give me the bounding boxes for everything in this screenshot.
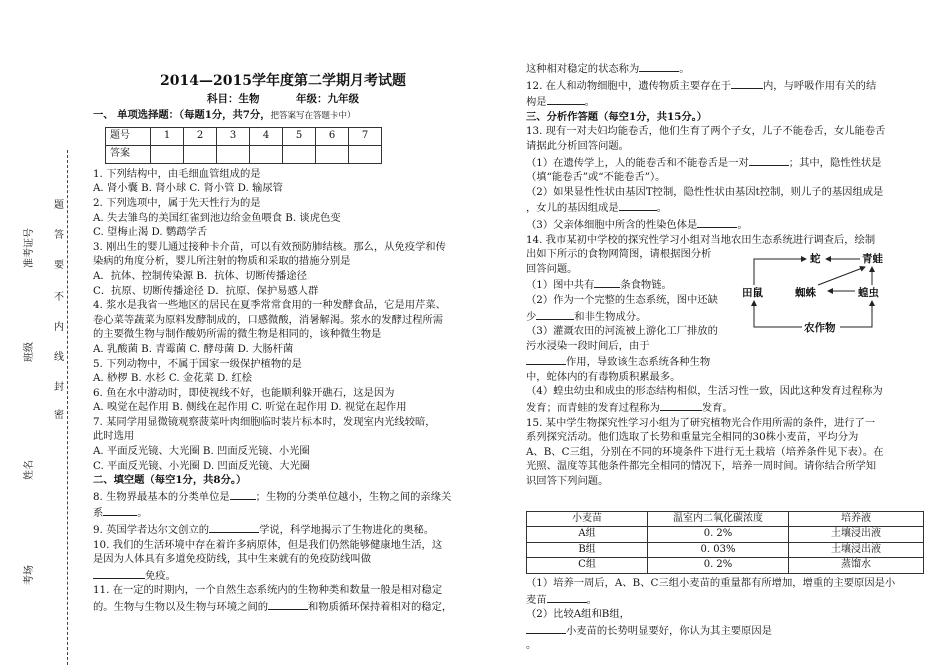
seal-char: 题 [54, 200, 64, 211]
question-8: 8. 生物界最基本的分类单位是 ；生物的分类单位越小，生物之间的亲缘关 [93, 488, 473, 505]
answer-cell[interactable] [151, 145, 184, 163]
answer-blank[interactable] [209, 521, 259, 533]
option-line: A. 肾小囊 B. 肾小球 C. 肾小管 D. 输尿管 [93, 182, 283, 195]
question-14-3-cont: 污水浸染一段时间后，由于 [526, 339, 650, 352]
table-cell: 题号 [106, 127, 151, 145]
question-15-cont: A、B、C三组，分别在不同的环境条件下进行无土栽培（培养条件见下表）。在 [526, 445, 884, 458]
option-line: C．抗原、切断传播途径 D．抗原、保护易感人群 [93, 284, 319, 297]
seal-char: 不 [54, 292, 64, 303]
question-15: 15. 某中学生物探究性学习小组为了研究植物光合作用所需的条件，进行了一 [526, 416, 876, 429]
question-15-cont: 系列探究活动。他们选取了长势和重量完全相同的30株小麦苗，平均分为 [526, 431, 859, 444]
answer-cell[interactable] [250, 145, 283, 163]
food-web-spider: 蜘蛛 [795, 287, 816, 299]
experiment-table [526, 511, 924, 574]
answer-cell[interactable] [184, 145, 217, 163]
grade-label: 年级：九年级 [296, 92, 360, 105]
question-11-end: 这种相对稳定的状态称为 。 [526, 60, 924, 77]
table-cell: 答案 [106, 145, 151, 163]
question-12: 12. 在人和动物细胞中，遗传物质主要存在于 内，与呼吸作用有关的结 [526, 77, 924, 94]
exam-title: 2014—2015学年度第二学期月考试题 [160, 73, 406, 89]
question-10: 10. 我们的生活环境中存在着许多病原体，但是我们仍然能够健康地生活，这 [93, 538, 443, 551]
question-line: 5. 下列动物中，不属于国家一级保护植物的是 [93, 357, 302, 370]
question-14-3: （3）灌溉农田的河流被上游化工厂排放的 [526, 325, 718, 338]
exam-id-label: 准考证号 [24, 228, 35, 268]
question-14-cont: 回答问题。 [526, 262, 578, 275]
answer-blank[interactable] [731, 77, 763, 89]
question-12-cont: 构是 。 [526, 93, 924, 110]
answer-cell[interactable] [283, 145, 316, 163]
option-line: A．抗体、控制传染源 B．抗体、切断传播途径 [93, 269, 307, 282]
answer-blank[interactable] [749, 154, 789, 166]
option-line: C. 平面反光镜、小光圈 D. 凹面反光镜、大光圈 [93, 459, 311, 472]
question-line: 卷心菜等蔬菜为原料发酵制成的，口感微酸，消暑解渴。浆水的发酵过程所需 [93, 313, 444, 326]
answer-blank[interactable] [526, 622, 566, 634]
answer-table [105, 127, 382, 164]
table-cell: 温室内二氧化碳浓度 [648, 511, 789, 527]
exam-subtitle [93, 92, 473, 107]
question-line: 此时选用 [93, 430, 135, 443]
answer-blank[interactable] [594, 276, 620, 288]
question-14-3-cont: 作用，导致该生态系统各种生物 [526, 353, 924, 370]
answer-blank[interactable] [93, 567, 145, 579]
table-cell: 土壤浸出液 [789, 527, 924, 543]
question-10-end: 免疫。 [93, 567, 473, 584]
table-cell: 5 [283, 127, 316, 145]
answer-cell[interactable] [217, 145, 250, 163]
answer-blank[interactable] [697, 216, 737, 228]
question-line: 4. 浆水是我省一些地区的居民在夏季常常食用的一种发酵食品，它是用芹菜、 [93, 299, 446, 312]
answer-blank[interactable] [660, 399, 702, 411]
food-web-crop: 农作物 [804, 322, 836, 334]
question-15-cont: 识回答下列问题。 [526, 475, 609, 488]
answer-blank[interactable] [103, 504, 137, 516]
binding-margin [0, 0, 75, 671]
table-row [527, 542, 924, 558]
question-8-cont: 系 。 [93, 504, 473, 521]
seal-char: 答 [54, 230, 64, 241]
section1-note: 把答案写在答题卡中） [270, 111, 356, 122]
table-cell: 1 [151, 127, 184, 145]
seal-char: 要 [54, 260, 64, 271]
question-15-1-cont: 麦苗 。 [526, 591, 924, 608]
seal-line [67, 150, 68, 665]
answer-cell[interactable] [316, 145, 349, 163]
question-line: 1. 下列结构中，由毛细血管组成的是 [93, 167, 261, 180]
table-cell: 小麦苗 [527, 511, 648, 527]
food-web-field-mouse: 田鼠 [742, 287, 763, 299]
table-cell: 2 [184, 127, 217, 145]
question-15-1: （1）培养一周后，A、B、C三组小麦苗的重量都有所增加，增重的主要原因是小 [526, 577, 896, 589]
question-15-2-end: 。 [526, 639, 537, 652]
seal-char: 封 [54, 382, 64, 393]
name-label: 姓名 [24, 460, 35, 480]
table-cell: 0. 2% [648, 558, 789, 574]
answer-blank[interactable] [619, 199, 657, 211]
answer-cell[interactable] [349, 145, 382, 163]
question-13-1-cont: （填“能卷舌”或“不能卷舌”）。 [526, 171, 666, 184]
answer-blank[interactable] [536, 308, 574, 320]
option-line: C. 望梅止渴 D. 鹦鹉学舌 [93, 226, 208, 239]
answer-blank[interactable] [639, 60, 679, 72]
exam-room-label: 考场 [24, 565, 35, 585]
question-15-2-cont: 小麦苗的长势明显要好，你认为其主要原因是 [526, 622, 924, 639]
question-13-cont: 请据此分析回答问题。 [526, 139, 629, 152]
table-cell: 7 [349, 127, 382, 145]
question-line: 3. 刚出生的婴儿通过接种卡介苗，可以有效预防肺结核。那么，从免疫学和传 [93, 240, 446, 253]
option-line: A. 桫椤 B. 水杉 C. 金花菜 D. 红桧 [93, 372, 253, 385]
answer-blank[interactable] [526, 353, 566, 365]
question-14-2-cont: 少 和非生物成分。 [526, 308, 924, 325]
option-line: A. 失去雏鸟的美国红雀到池边给金鱼喂食 B. 谈虎色变 [93, 211, 341, 224]
left-column [93, 0, 473, 615]
question-13-1: （1）在遗传学上，人的能卷舌和不能卷舌是一对 ；其中，隐性性状是 [526, 154, 924, 171]
question-9: 9. 英国学者达尔文创立的 学说，科学地揭示了生物进化的奥秘。 [93, 521, 473, 538]
question-14-3-end: 中，蛇体内的有毒物质积累最多。 [526, 370, 681, 383]
question-line: 6. 鱼在水中游动时，即使视线不好，也能顺利躲开礁石，这是因为 [93, 386, 395, 399]
table-cell: 培养液 [789, 511, 924, 527]
seal-char: 密 [54, 410, 64, 421]
answer-blank[interactable] [268, 598, 308, 610]
question-13-2: （2）如果显性性状由基因T控制，隐性性状由基因t控制，则儿子的基因组成是 [526, 185, 884, 198]
table-cell: 蒸馏水 [789, 558, 924, 574]
food-web-snake: 蛇 [810, 253, 821, 265]
table-row [527, 558, 924, 574]
question-15-cont: 光照、温度等其他条件都完全相同的情况下，培养一周时间。请你结合所学知 [526, 460, 877, 473]
table-cell: B组 [527, 542, 648, 558]
table-row [527, 527, 924, 543]
section3-heading: 三、分析作答题（每空1分，共15分。） [526, 110, 708, 123]
question-14-cont: 出如下所示的食物网简图，请根据图分析 [526, 248, 712, 261]
question-line: 染病的角度分析，婴儿所注射的物质和采取的措施分别是 [93, 255, 351, 268]
option-line: A. 嗅觉在起作用 B. 侧线在起作用 C. 听觉在起作用 D. 视觉在起作用 [93, 401, 407, 414]
table-cell: C组 [527, 558, 648, 574]
question-14-1: （1）图中共有 条食物链。 [526, 276, 924, 293]
question-14-2: （2）作为一个完整的生态系统，图中还缺 [526, 293, 718, 306]
seal-char: 内 [54, 322, 64, 333]
table-cell: 6 [316, 127, 349, 145]
question-14-4: （4）蝗虫幼虫和成虫的形态结构相似，生活习性一致，因此这种发育过程称为 [526, 385, 883, 398]
question-13-3: （3）父亲体细胞中所含的性染色体是 。 [526, 216, 924, 233]
table-cell: 土壤浸出液 [789, 542, 924, 558]
food-web-locust: 蝗虫 [858, 287, 879, 299]
answer-blank[interactable] [547, 93, 585, 105]
answer-table-answer-row [106, 145, 382, 163]
answer-table-header-row [106, 127, 382, 145]
table-cell: 0. 03% [648, 542, 789, 558]
food-web-diagram [740, 247, 925, 342]
question-13-2-cont: ，女儿的基因组成是 。 [526, 199, 924, 216]
food-web-frog: 青蛙 [862, 253, 883, 265]
question-14: 14. 我市某初中学校的探究性学习小组对当地农田生态系统进行调查后，绘制 [526, 233, 876, 246]
option-line: A. 平面反光镜、大光圈 B. 凹面反光镜、小光圈 [93, 445, 310, 458]
question-10-cont: 是因为人体具有多道免疫防线，其中生来就有的免疫防线叫做 [93, 553, 372, 566]
section2-heading: 二、填空题（每空1分，共8分。） [93, 474, 247, 487]
seal-char: 线 [54, 352, 64, 363]
answer-blank[interactable] [547, 591, 587, 603]
table-cell: 0. 2% [648, 527, 789, 543]
question-15-2: （2）比较A组和B组， [526, 608, 630, 621]
question-line: 7. 某同学用显微镜观察菠菜叶肉细胞临时装片标本时，发现室内光线较暗， [93, 415, 436, 428]
question-11-cont: 的。生物与生物以及生物与环境之间的 和物质循环保持着相对的稳定， [93, 598, 473, 615]
subject-label: 科目：生物 [206, 92, 260, 105]
table-cell: A组 [527, 527, 648, 543]
table-cell: 3 [217, 127, 250, 145]
right-column [526, 60, 924, 653]
question-14-4-cont: 发育；而青蛙的发育过程称为 发育。 [526, 399, 924, 416]
question-line: 的主要微生物与制作酸奶所需的微生物是相同的，该种微生物是 [93, 328, 382, 341]
answer-blank[interactable] [230, 488, 256, 500]
section1-heading: 一、 单项选择题：（每题1分，共7分，把答案写在答题卡中） [93, 109, 356, 122]
table-cell: 4 [250, 127, 283, 145]
class-label: 班级 [24, 342, 35, 362]
experiment-table-header [527, 511, 924, 527]
question-line: 2. 下列选项中，属于先天性行为的是 [93, 196, 261, 209]
option-line: A. 乳酸菌 B. 青霉菌 C. 酵母菌 D. 大肠杆菌 [93, 342, 294, 355]
question-11: 11. 在一定的时期内，一个自然生态系统内的生物种类和数量一般是相对稳定 [93, 584, 443, 597]
question-13: 13. 现有一对夫妇均能卷舌，他们生育了两个子女，儿子不能卷舌，女儿能卷舌 [526, 125, 886, 138]
